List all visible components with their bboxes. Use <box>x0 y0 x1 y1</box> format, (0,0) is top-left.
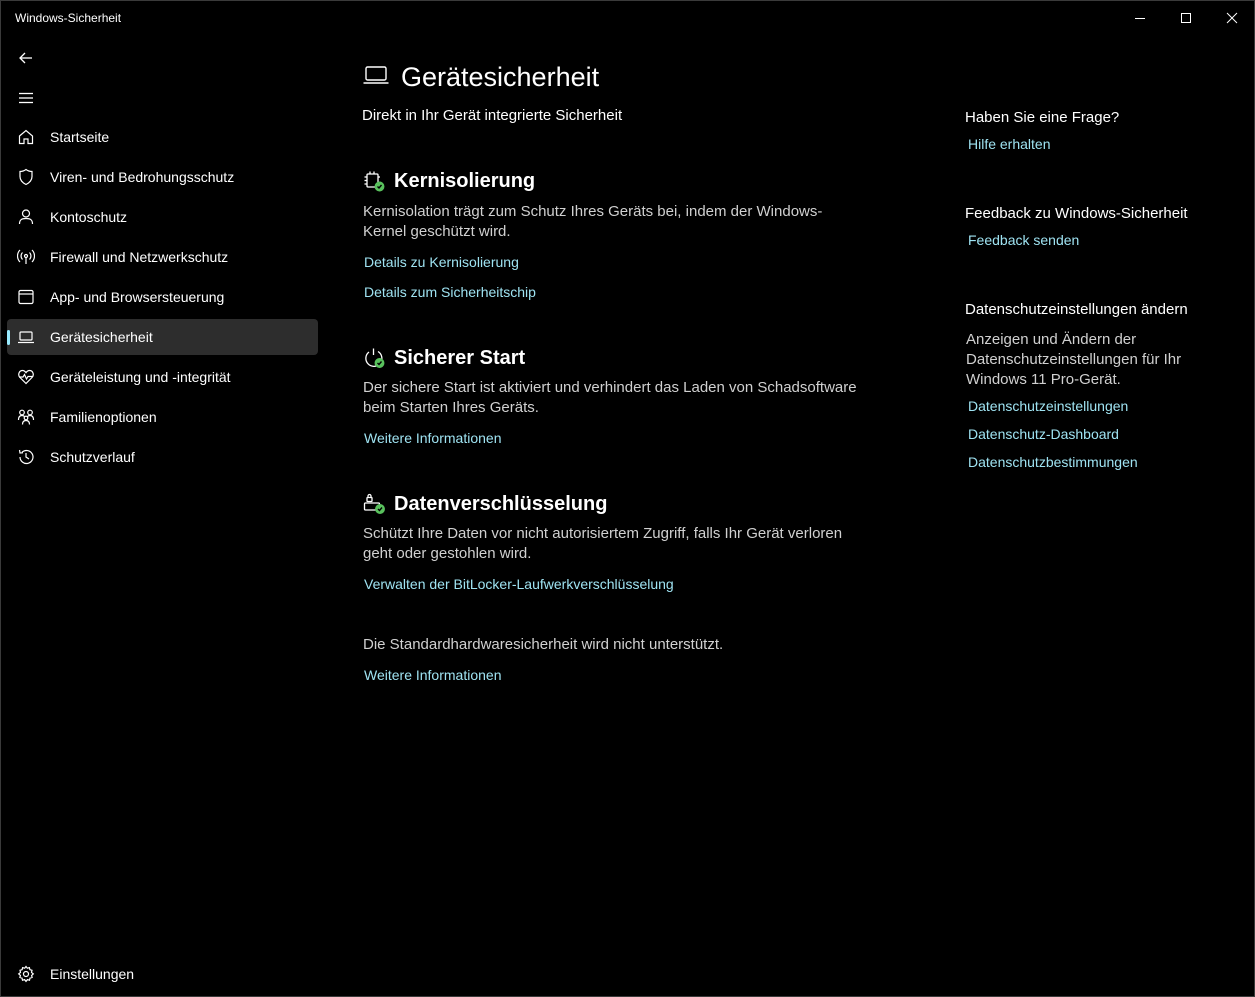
power-check-icon <box>363 347 385 369</box>
selection-indicator <box>7 330 10 345</box>
app-window-icon <box>17 288 35 306</box>
arrow-left-icon <box>18 50 34 66</box>
history-icon <box>17 448 35 466</box>
details-sicherheitschip-link[interactable]: Details zum Sicherheitschip <box>364 284 536 300</box>
minimize-icon <box>1134 12 1146 24</box>
sidebar-item-startseite[interactable] <box>7 119 318 155</box>
page-subtitle: Direkt in Ihr Gerät integrierte Sicherheit <box>362 107 623 124</box>
sidebar-item-label: Gerätesicherheit <box>50 329 153 345</box>
section-sicherer-start <box>363 344 863 446</box>
feedback-senden-link[interactable]: Feedback senden <box>968 232 1080 248</box>
hamburger-menu-button[interactable] <box>9 82 43 114</box>
sidebar-item-firewall[interactable] <box>7 239 318 275</box>
close-icon <box>1226 12 1238 24</box>
section-title: Kernisolierung <box>394 169 536 192</box>
chip-check-icon <box>363 170 385 192</box>
section-datenverschluesselung <box>363 490 863 592</box>
page-title: Gerätesicherheit <box>401 61 600 92</box>
sidebar-item-app-browser[interactable] <box>7 279 318 315</box>
heart-pulse-icon <box>17 368 35 386</box>
sidebar-item-label: Schutzverlauf <box>50 449 135 465</box>
aside-text: Anzeigen und Ändern der Datenschutzeinstellungen für Ihr Windows 11 Pro-Gerät. <box>966 331 1182 388</box>
section-description: Schützt Ihre Daten vor nicht autorisiertem Zugriff, falls Ihr Gerät verloren geht oder gestohlen wird. <box>363 525 843 562</box>
sidebar-item-label: Familienoptionen <box>50 409 157 425</box>
datenschutzeinstellungen-link[interactable]: Datenschutzeinstellungen <box>968 398 1129 414</box>
section-kernisolierung <box>363 167 863 300</box>
window-title: Windows-Sicherheit <box>15 11 122 25</box>
sidebar-item-label: Firewall und Netzwerkschutz <box>50 249 229 265</box>
section-title: Datenverschlüsselung <box>394 492 608 515</box>
weitere-informationen-link[interactable]: Weitere Informationen <box>364 667 502 683</box>
sidebar-item-schutzverlauf[interactable] <box>7 439 318 475</box>
aside-feedback <box>965 205 1245 248</box>
person-icon <box>17 208 35 226</box>
datenschutzbestimmungen-link[interactable]: Datenschutzbestimmungen <box>968 454 1138 470</box>
page-header <box>363 59 599 95</box>
hilfe-erhalten-link[interactable]: Hilfe erhalten <box>968 136 1051 152</box>
sidebar-item-viren[interactable] <box>7 159 318 195</box>
sidebar-item-label: App- und Browsersteuerung <box>50 289 225 305</box>
section-title: Sicherer Start <box>394 346 526 369</box>
aside-heading: Feedback zu Windows-Sicherheit <box>965 205 1188 222</box>
antenna-icon <box>17 248 35 266</box>
minimize-button[interactable] <box>1117 1 1163 35</box>
sidebar-item-familienoptionen[interactable] <box>7 399 318 435</box>
aside-heading: Haben Sie eine Frage? <box>965 109 1120 126</box>
section-standard-hardware <box>363 635 863 683</box>
details-kernisolierung-link[interactable]: Details zu Kernisolierung <box>364 254 519 270</box>
settings-label: Einstellungen <box>50 966 135 982</box>
close-button[interactable] <box>1209 1 1255 35</box>
weitere-informationen-link[interactable]: Weitere Informationen <box>364 430 502 446</box>
maximize-icon <box>1180 12 1192 24</box>
status-text: Die Standardhardwaresicherheit wird nicht unterstützt. <box>363 636 724 653</box>
sidebar-nav <box>7 119 318 479</box>
home-icon <box>17 128 35 146</box>
section-description: Der sichere Start ist aktiviert und verhindert das Laden von Schadsoftware beim Starten Ihres Geräts. <box>363 379 857 416</box>
gear-icon <box>17 965 35 988</box>
title-bar <box>1 1 1254 35</box>
sidebar-item-geraetesicherheit[interactable] <box>7 319 318 355</box>
sidebar-item-label: Startseite <box>50 129 110 145</box>
sidebar-item-einstellungen[interactable] <box>7 956 318 992</box>
sidebar-item-kontoschutz[interactable] <box>7 199 318 235</box>
sidebar-item-label: Viren- und Bedrohungsschutz <box>50 169 235 185</box>
laptop-icon <box>17 328 35 346</box>
laptop-icon <box>363 64 389 91</box>
datenschutz-dashboard-link[interactable]: Datenschutz-Dashboard <box>968 426 1119 442</box>
family-icon <box>17 408 35 426</box>
sidebar-item-label: Geräteleistung und -integrität <box>50 369 231 385</box>
aside-privacy <box>965 301 1205 470</box>
back-button[interactable] <box>9 42 43 74</box>
bitlocker-link[interactable]: Verwalten der BitLocker-Laufwerkverschlüsselung <box>364 576 674 592</box>
aside-question <box>965 109 1245 152</box>
maximize-button[interactable] <box>1163 1 1209 35</box>
hamburger-icon <box>18 90 34 106</box>
drive-lock-icon <box>363 493 385 515</box>
sidebar-item-geraeteleistung[interactable] <box>7 359 318 395</box>
sidebar-item-label: Kontoschutz <box>50 209 128 225</box>
aside-heading: Datenschutzeinstellungen ändern <box>965 301 1188 318</box>
shield-icon <box>17 168 35 186</box>
section-description: Kernisolation trägt zum Schutz Ihres Geräts bei, indem der Windows-Kernel geschützt wird. <box>363 203 823 240</box>
